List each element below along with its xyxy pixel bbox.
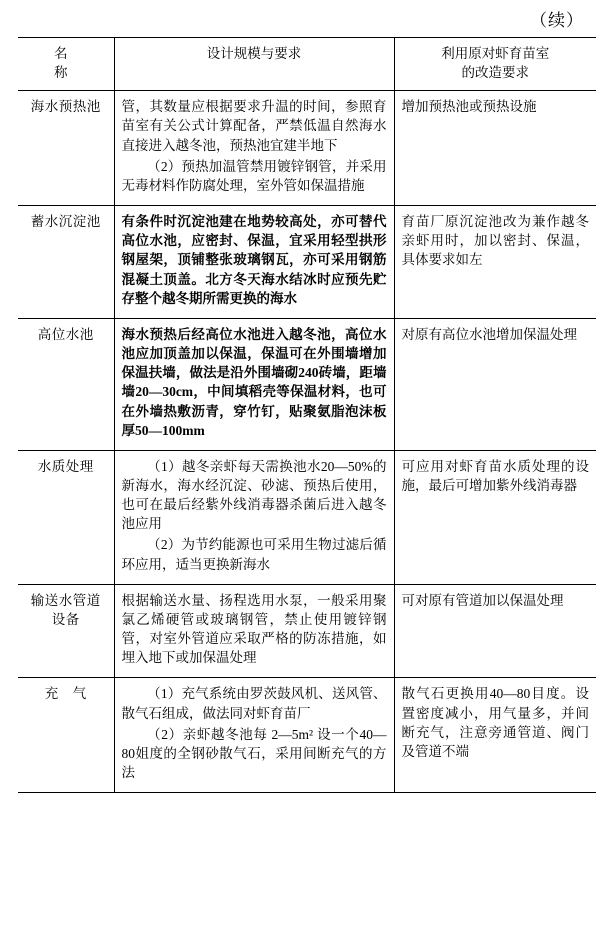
row-spec-aeration xyxy=(114,678,394,793)
row-retrofit-water-treatment: 可应用对虾育苗水质处理的设施，最后可增加紫外线消毒器 xyxy=(394,450,596,584)
row-retrofit-aeration: 散气石更换用40—80目度。设置密度减小，用气量多，并间断充气，注意旁通管道、阀门及管道不端 xyxy=(394,678,596,793)
row-name-preheating-pool: 海水预热池 xyxy=(18,91,114,206)
row-retrofit-pipeline-equipment: 可对原有管道加以保温处理 xyxy=(394,584,596,678)
column-header-spec-label: 设计规模与要求 xyxy=(206,46,302,61)
row-name-sedimentation-pool: 蓄水沉淀池 xyxy=(18,206,114,319)
row-name-aeration: 充 气 xyxy=(18,678,114,793)
table-row xyxy=(18,450,596,584)
specification-table xyxy=(18,37,596,793)
table-body xyxy=(18,91,596,793)
row-spec-pipeline-equipment xyxy=(114,584,394,678)
column-header-name-label: 名 称 xyxy=(54,46,125,81)
table-row xyxy=(18,678,596,793)
row-spec-elevated-pool xyxy=(114,318,394,450)
spec-paragraph: 根据输送水量、扬程选用水泵，一般采用聚氯乙烯硬管或玻璃钢管，禁止使用镀锌钢管，对室外管道应采取严格的防冻措施，如埋入地下或加保温处理 xyxy=(121,592,387,666)
spec-paragraph: （2）为节约能源也可采用生物过滤后循环应用，适当更换新海水 xyxy=(121,537,387,572)
column-header-retrofit xyxy=(394,38,596,91)
row-retrofit-preheating-pool: 增加预热池或预热设施 xyxy=(394,91,596,206)
spec-paragraph: 有条件时沉淀池建在地势较高处，亦可替代高位水池，应密封、保温，宜采用轻型拱形钢屋架，顶铺整张玻璃钢瓦，亦可采用钢筋混凝土顶盖。北方冬天海水结冰时应预先贮存整个越冬期所需更换的海水 xyxy=(121,214,387,306)
row-spec-water-treatment xyxy=(114,450,394,584)
column-header-spec xyxy=(114,38,394,91)
spec-paragraph: 管，其数量应根据要求升温的时间，参照育苗室有关公式计算配备，严禁低温自然海水直接进入越冬池，预热池宜建半地下 xyxy=(121,99,387,153)
spec-paragraph: （2）预热加温管禁用镀锌钢管，并采用无毒材料作防腐处理，室外管如保温措施 xyxy=(121,158,387,193)
row-retrofit-elevated-pool: 对原有高位水池增加保温处理 xyxy=(394,318,596,450)
row-name-water-treatment: 水质处理 xyxy=(18,450,114,584)
spec-paragraph: 海水预热后经高位水池进入越冬池，高位水池应加顶盖加以保温，保温可在外围墙增加保温扶墙，做法是沿外围墙砌240砖墙，距墙墙20—30cm，中间填稻壳等保温材料，也可在外墙热敷沥青，穿竹钉，贴聚氨脂泡沫板厚50—100mm xyxy=(121,326,387,438)
row-name-pipeline-equipment: 输送水管道设备 xyxy=(18,584,114,678)
row-spec-sedimentation-pool xyxy=(114,206,394,319)
table-row xyxy=(18,584,596,678)
table-row xyxy=(18,318,596,450)
table-header xyxy=(18,38,596,91)
row-retrofit-sedimentation-pool: 育苗厂原沉淀池改为兼作越冬亲虾用时，加以密封、保温，具体要求如左 xyxy=(394,206,596,319)
row-name-elevated-pool: 高位水池 xyxy=(18,318,114,450)
spec-paragraph: （2）亲虾越冬池每 2—5m² 设一个40—80姐度的全钢砂散气石，采用间断充气的方法 xyxy=(121,726,387,780)
column-header-retrofit-line1: 利用原对虾育苗室 xyxy=(441,46,550,61)
table-row xyxy=(18,91,596,206)
spec-paragraph: （1）充气系统由罗茨鼓风机、送风管、散气石组成，做法同对虾育苗厂 xyxy=(121,686,387,721)
table-row xyxy=(18,206,596,319)
column-header-name xyxy=(18,38,125,91)
table-header-row xyxy=(18,38,596,91)
row-spec-preheating-pool xyxy=(114,91,394,206)
spec-paragraph: （1）越冬亲虾每天需换池水20—50%的新海水，海水经沉淀、砂滤、预热后使用，也可在最后经紫外线消毒器杀菌后进入越冬池应用 xyxy=(121,458,387,532)
column-header-retrofit-line2: 的改造要求 xyxy=(461,65,529,81)
continued-label: （续） xyxy=(530,11,584,30)
